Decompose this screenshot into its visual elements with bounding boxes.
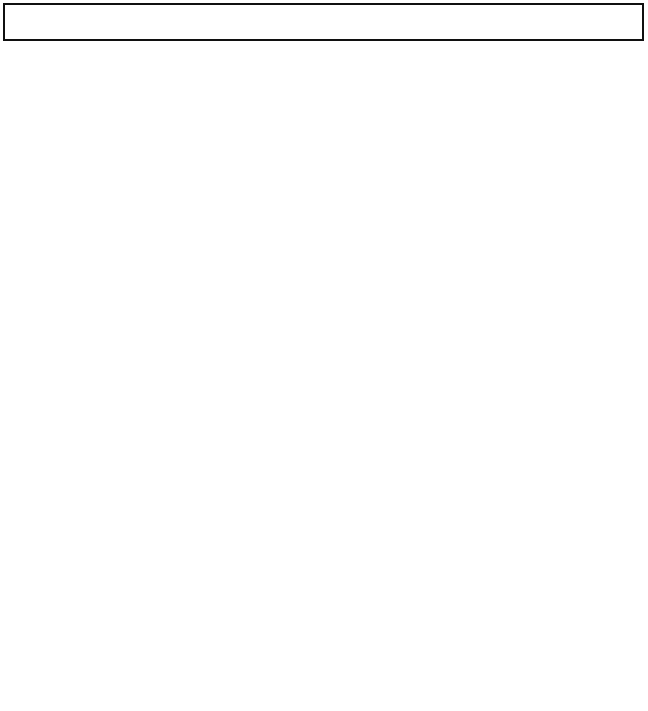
- section-header-folklore: [3, 3, 644, 41]
- heritage-list-document: [0, 0, 648, 41]
